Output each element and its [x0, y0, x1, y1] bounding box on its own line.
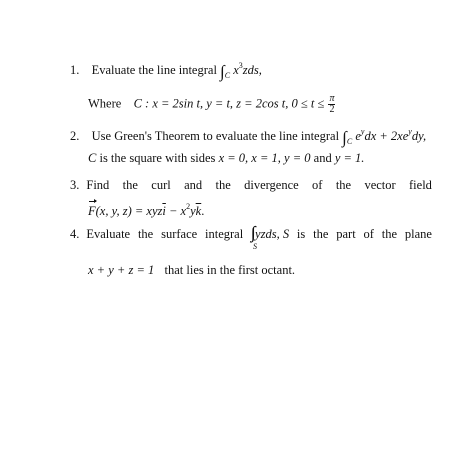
- field-minus: − x: [165, 204, 187, 218]
- word: the: [335, 178, 352, 192]
- square-description: is the square with sides: [99, 151, 216, 165]
- unit-vector-k: $\overline{k}$: [195, 204, 202, 218]
- curve-definition: C : x = 2sin t, y = t, z = 2cos t, 0 ≤ t ≤: [133, 96, 325, 111]
- problem-4-line-2: [88, 262, 295, 278]
- where-label: Where: [88, 96, 122, 111]
- word: curl: [151, 178, 171, 192]
- problem-3-line-2: [88, 199, 204, 219]
- curve-c: C: [88, 151, 97, 165]
- problem-3-start: [70, 177, 109, 193]
- term-1: e: [355, 129, 361, 143]
- integral-sign: ∫: [220, 62, 225, 81]
- term-2-rest: dy,: [411, 129, 427, 143]
- term-1-exponent: y: [360, 127, 365, 136]
- problem-4-number: 4.: [70, 227, 80, 241]
- word: the: [215, 178, 231, 192]
- octant-text: that lies in the first octant.: [164, 263, 296, 277]
- field-expression: F(x, y, z) = xyz: [88, 204, 163, 218]
- word: the: [122, 178, 138, 192]
- word: Evaluate: [86, 227, 131, 241]
- word: Find: [86, 178, 110, 192]
- integrand-exponent: 3: [238, 61, 243, 70]
- integrand-rest: zds,: [242, 63, 262, 77]
- square-side-y: y = 1.: [334, 151, 365, 165]
- pi-over-two: [328, 94, 335, 115]
- problem-1-line-1: [70, 58, 262, 84]
- integrand-base: x: [233, 63, 239, 77]
- integral-subscript: C: [346, 137, 353, 146]
- word: of: [363, 227, 374, 241]
- word: part: [336, 227, 356, 241]
- double-integral-subscript: S: [253, 242, 258, 251]
- word: the: [137, 227, 154, 241]
- frac-denominator: 2: [329, 104, 335, 115]
- unit-vector-i: $\overline{i}$: [162, 204, 166, 218]
- word: field: [409, 178, 432, 192]
- word: and: [184, 178, 203, 192]
- problem-2-text: Use Green's Theorem to evaluate the line integral: [91, 129, 340, 143]
- word: divergence: [244, 178, 299, 192]
- problem-3-line-1: [70, 177, 432, 193]
- word: vector: [364, 178, 396, 192]
- word: the: [381, 227, 398, 241]
- frac-numerator: π: [329, 93, 335, 104]
- word: integral: [205, 227, 244, 241]
- problem-2-line-1: [70, 124, 426, 150]
- integral-subscript: C: [224, 71, 231, 80]
- field-y: y: [190, 204, 196, 218]
- vector-field-f: [88, 203, 162, 219]
- field-end: .: [201, 204, 205, 218]
- problem-3-number: 3.: [70, 178, 80, 192]
- plane-equation: x + y + z = 1: [88, 263, 155, 277]
- problem-2-number: 2.: [70, 129, 80, 143]
- surface-integrand: yzds, S: [255, 227, 290, 241]
- problem-1-number: 1.: [70, 63, 80, 77]
- problem-1-text: Evaluate the line integral: [91, 63, 217, 77]
- field-exponent: 2: [186, 202, 191, 211]
- word: surface: [161, 227, 198, 241]
- term-1-rest: dx + 2xe: [364, 129, 409, 143]
- square-sides: x = 0, x = 1, y = 0: [218, 151, 311, 165]
- word: is: [296, 227, 306, 241]
- word: plane: [404, 227, 432, 241]
- surface-integral: [251, 226, 290, 251]
- word: of: [312, 178, 323, 192]
- word: the: [313, 227, 329, 241]
- problem-4-line-1: [70, 226, 432, 251]
- problem-4-start: [70, 226, 130, 242]
- problem-2-line-2: [88, 150, 364, 166]
- term-2-exponent: y: [408, 127, 412, 136]
- problem-1-line-2: [88, 94, 335, 115]
- integral-sign: ∫: [342, 128, 347, 147]
- and-word: and: [313, 151, 332, 165]
